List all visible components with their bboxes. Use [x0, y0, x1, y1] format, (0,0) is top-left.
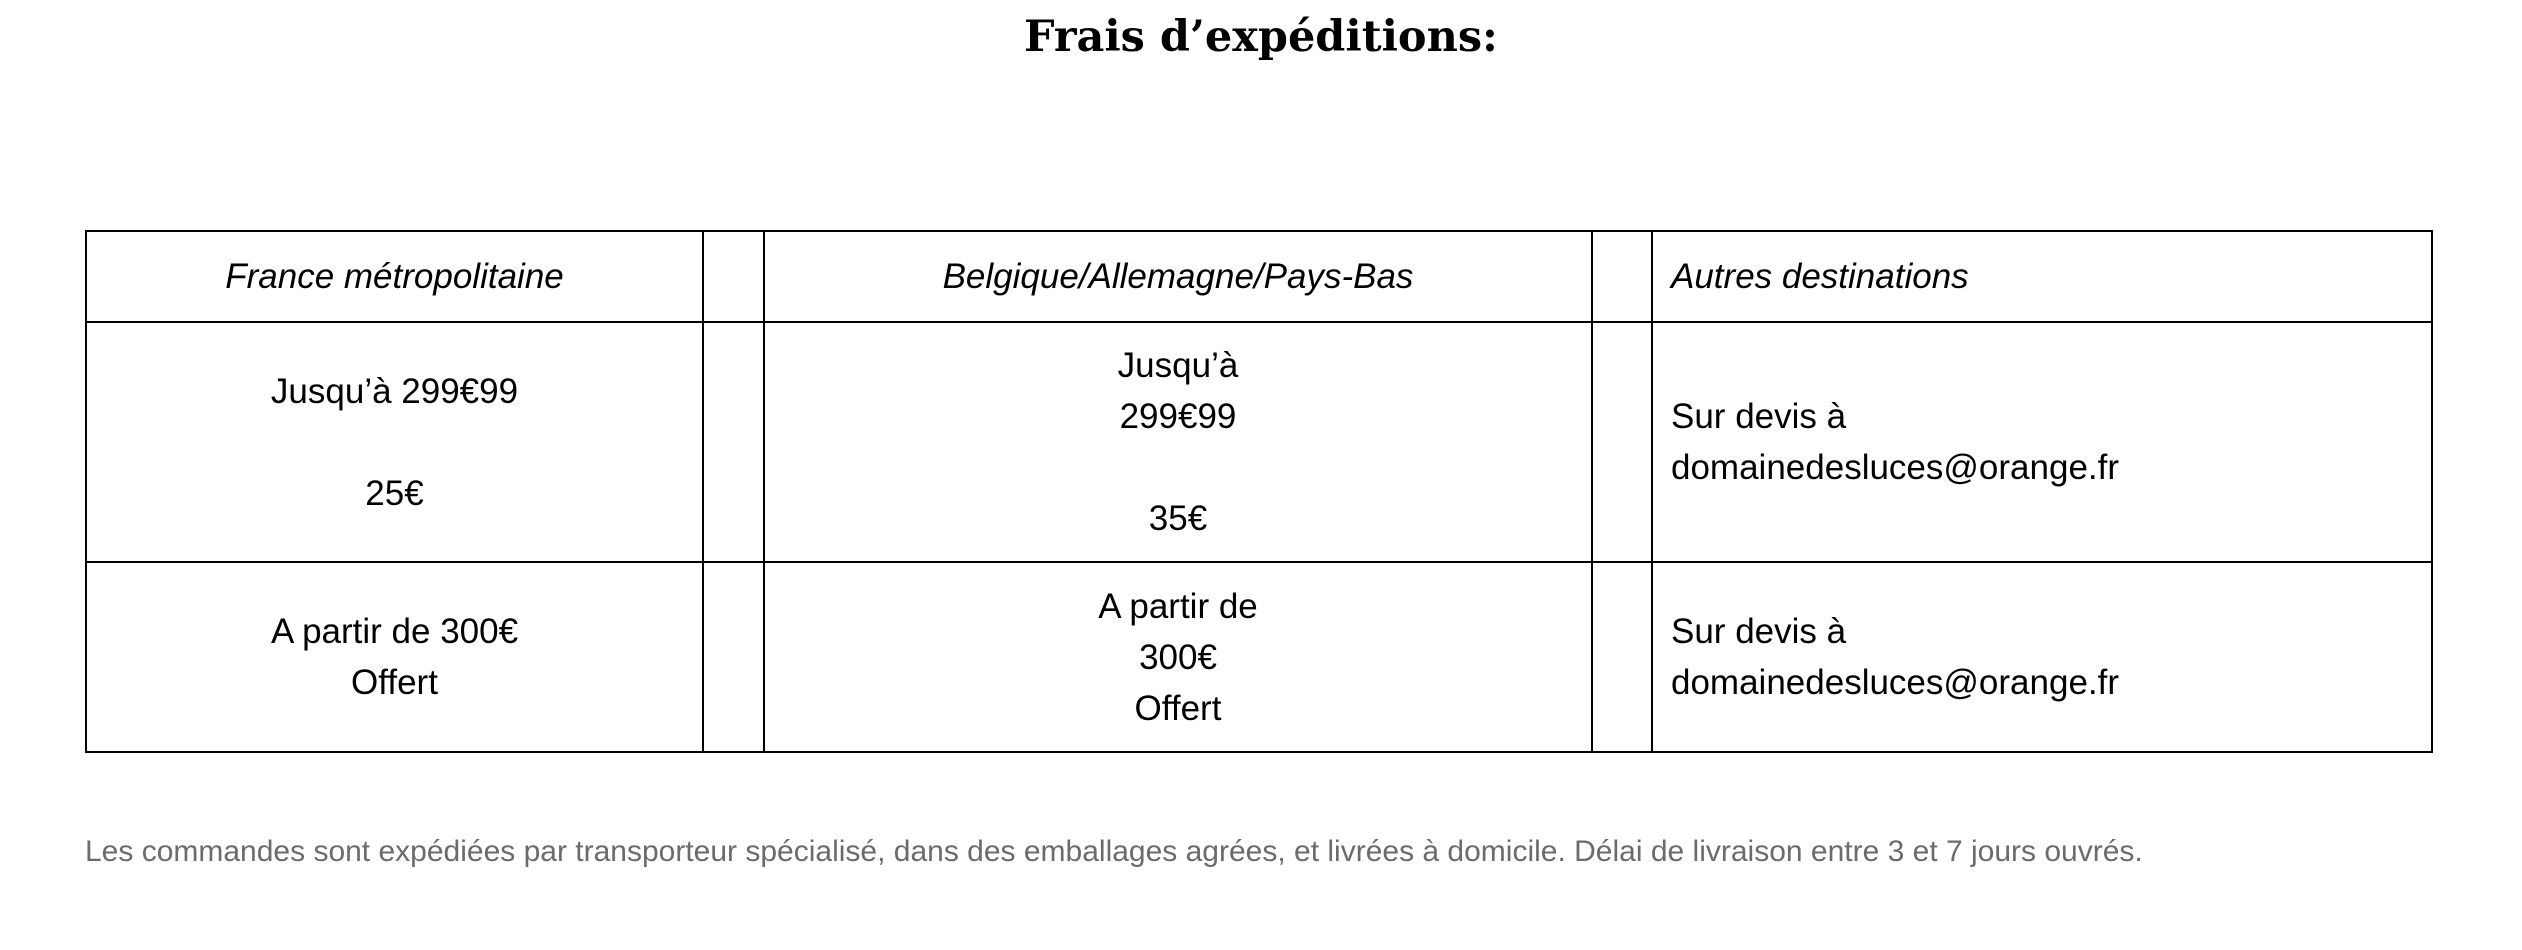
cell-price: 35€ [1148, 499, 1208, 538]
cell-threshold: A partir de [1098, 586, 1258, 626]
spacer-cell [703, 562, 764, 752]
cell-threshold: Jusqu’à [1117, 346, 1239, 385]
cell-price: 25€ [365, 473, 424, 513]
cell-quote-email: domainedesluces@orange.fr [1671, 448, 2120, 487]
cell-threshold-amount: 299€99 [1119, 397, 1237, 436]
header-spacer [703, 231, 764, 322]
cell-quote-email: domainedesluces@orange.fr [1671, 663, 2120, 702]
cell-price: Offert [1134, 688, 1222, 728]
table-row [86, 562, 2432, 752]
delivery-note: Les commandes sont expédiées par transporteur spécialisé, dans des emballages agrées, et livrées à domicile. Délai de livraison entre 3 et 7 jours ouvrés. [85, 835, 2143, 868]
cell-benelux-up-to [764, 322, 1592, 562]
cell-price: Offert [351, 663, 438, 702]
cell-france-from [86, 562, 703, 752]
header-spacer [1592, 231, 1652, 322]
header-other-destinations: Autres destinations [1652, 231, 2432, 322]
cell-threshold: Jusqu’à 299€99 [270, 371, 519, 411]
spacer-cell [703, 322, 764, 562]
cell-other-quote [1652, 322, 2432, 562]
cell-benelux-from [764, 562, 1592, 752]
cell-other-quote [1652, 562, 2432, 752]
spacer-cell [1592, 562, 1652, 752]
header-france: France métropolitaine [86, 231, 703, 322]
header-benelux: Belgique/Allemagne/Pays-Bas [764, 231, 1592, 322]
cell-gap [105, 417, 684, 468]
shipping-rates-table [85, 230, 2433, 753]
cell-quote-label: Sur devis à [1671, 612, 1847, 651]
cell-threshold-amount: 300€ [1139, 637, 1217, 677]
spacer-cell [1592, 322, 1652, 562]
cell-quote-label: Sur devis à [1671, 397, 1847, 436]
table-row [86, 322, 2432, 562]
cell-gap [783, 442, 1573, 493]
cell-france-up-to [86, 322, 703, 562]
table-header-row [86, 231, 2432, 322]
page-title: Frais d’expéditions: [1024, 12, 1498, 62]
cell-threshold: A partir de 300€ [270, 612, 519, 651]
